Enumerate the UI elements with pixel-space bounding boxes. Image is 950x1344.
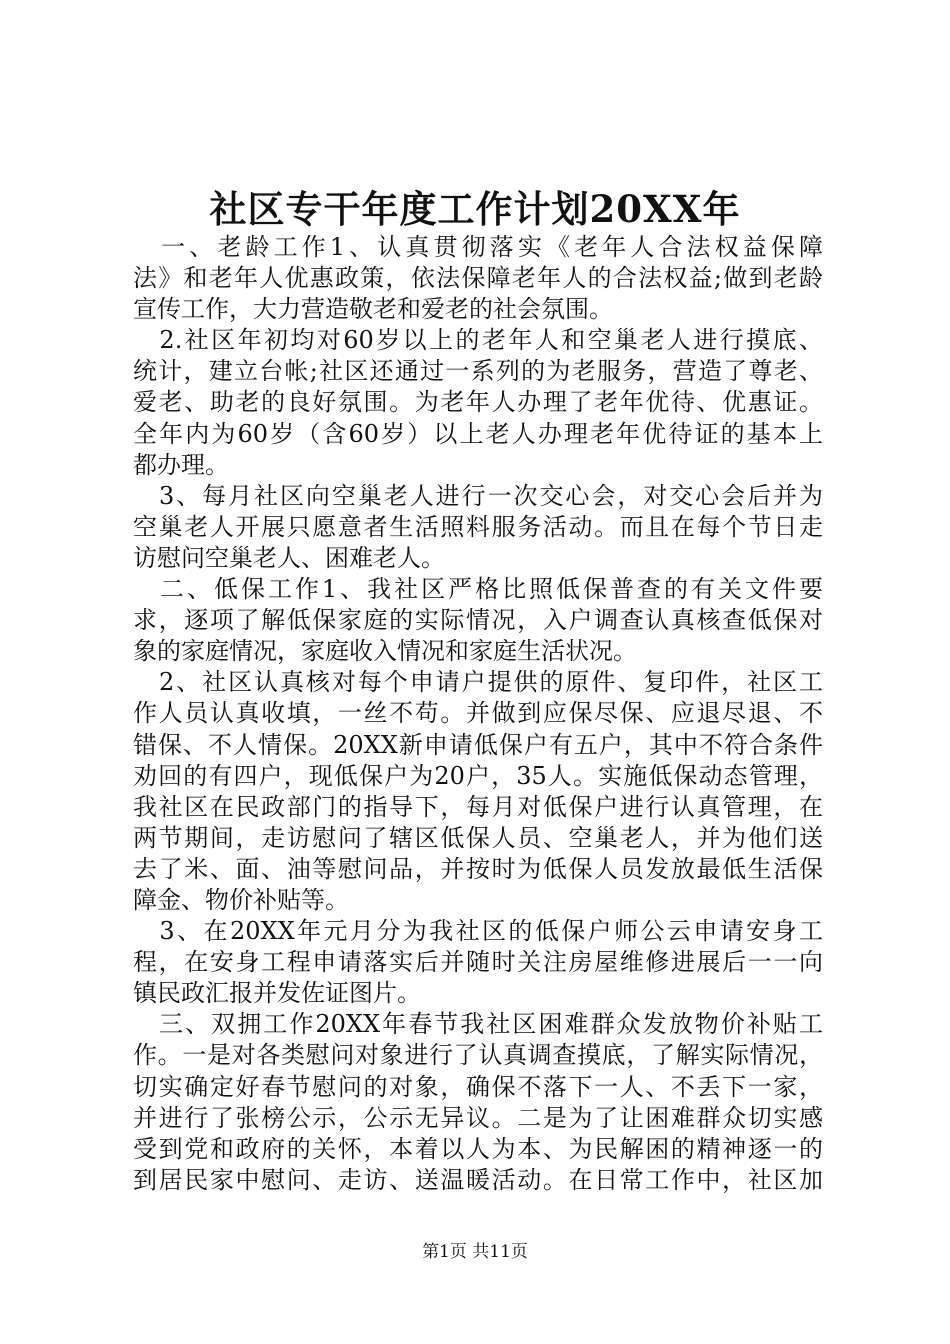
body-line: 法》和老年人优惠政策，依法保障老年人的合法权益;做到老龄 [133, 264, 823, 293]
body-line: 程，在安身工程申请落实后并随时关注房屋维修进展后一一向 [133, 948, 823, 977]
body-line: 作人员认真收填，一丝不苟。并做到应保尽保、应退尽退、不 [133, 699, 823, 728]
body-line: 2.社区年初均对60岁以上的老年人和空巢老人进行摸底、 [133, 326, 823, 355]
page-footer: 第1页 共11页 [422, 1242, 528, 1262]
body-line: 到居民家中慰问、走访、送温暖活动。在日常工作中，社区加 [133, 1165, 823, 1194]
body-line: 2、社区认真核对每个申请户提供的原件、复印件，社区工 [133, 668, 823, 697]
body-line: 障金、物价补贴等。 [133, 885, 349, 914]
body-line: 并进行了张榜公示，公示无异议。二是为了让困难群众切实感 [133, 1103, 823, 1132]
document-body [133, 232, 823, 1196]
body-line: 全年内为60岁（含60岁）以上老人办理老年优待证的基本上 [133, 419, 823, 448]
body-line: 两节期间，走访慰问了辖区低保人员、空巢老人，并为他们送 [133, 823, 823, 852]
body-line: 宣传工作，大力营造敬老和爱老的社会氛围。 [133, 295, 613, 324]
body-line: 切实确定好春节慰问的对象，确保不落下一人、不丢下一家， [133, 1072, 823, 1101]
body-line: 我社区在民政部门的指导下，每月对低保户进行认真管理，在 [133, 792, 823, 821]
body-line: 错保、不人情保。20XX新申请低保户有五户，其中不符合条件 [133, 730, 823, 759]
body-line: 象的家庭情况，家庭收入情况和家庭生活状况。 [133, 637, 637, 666]
body-line: 爱老、助老的良好氛围。为老年人办理了老年优待、优惠证。 [133, 388, 823, 417]
body-line: 访慰问空巢老人、困难老人。 [133, 543, 445, 572]
body-line: 一、老龄工作1、认真贯彻落实《老年人合法权益保障 [133, 233, 823, 261]
body-line: 3、每月社区向空巢老人进行一次交心会，对交心会后并为 [133, 481, 823, 510]
body-line: 受到党和政府的关怀，本着以人为本、为民解困的精神逐一的 [133, 1134, 823, 1163]
body-line: 空巢老人开展只愿意者生活照料服务活动。而且在每个节日走 [133, 512, 823, 541]
body-line: 都办理。 [133, 450, 229, 479]
body-line: 去了米、面、油等慰问品，并按时为低保人员发放最低生活保 [133, 854, 823, 883]
body-line: 求，逐项了解低保家庭的实际情况，入户调查认真核查低保对 [133, 606, 823, 635]
body-line: 作。一是对各类慰问对象进行了认真调查摸底，了解实际情况， [133, 1041, 823, 1070]
body-line: 二、低保工作1、我社区严格比照低保普查的有关文件要 [133, 575, 823, 604]
body-line: 三、双拥工作20XX年春节我社区困难群众发放物价补贴工 [133, 1010, 823, 1039]
body-line: 统计，建立台帐;社区还通过一系列的为老服务，营造了尊老、 [133, 357, 823, 386]
body-line: 镇民政汇报并发佐证图片。 [133, 979, 421, 1008]
body-line: 3、在20XX年元月分为我社区的低保户师公云申请安身工 [133, 917, 823, 946]
body-line: 劝回的有四户，现低保户为20户，35人。实施低保动态管理， [133, 761, 823, 790]
document-title: 社区专干年度工作计划20XX年 [209, 187, 741, 231]
